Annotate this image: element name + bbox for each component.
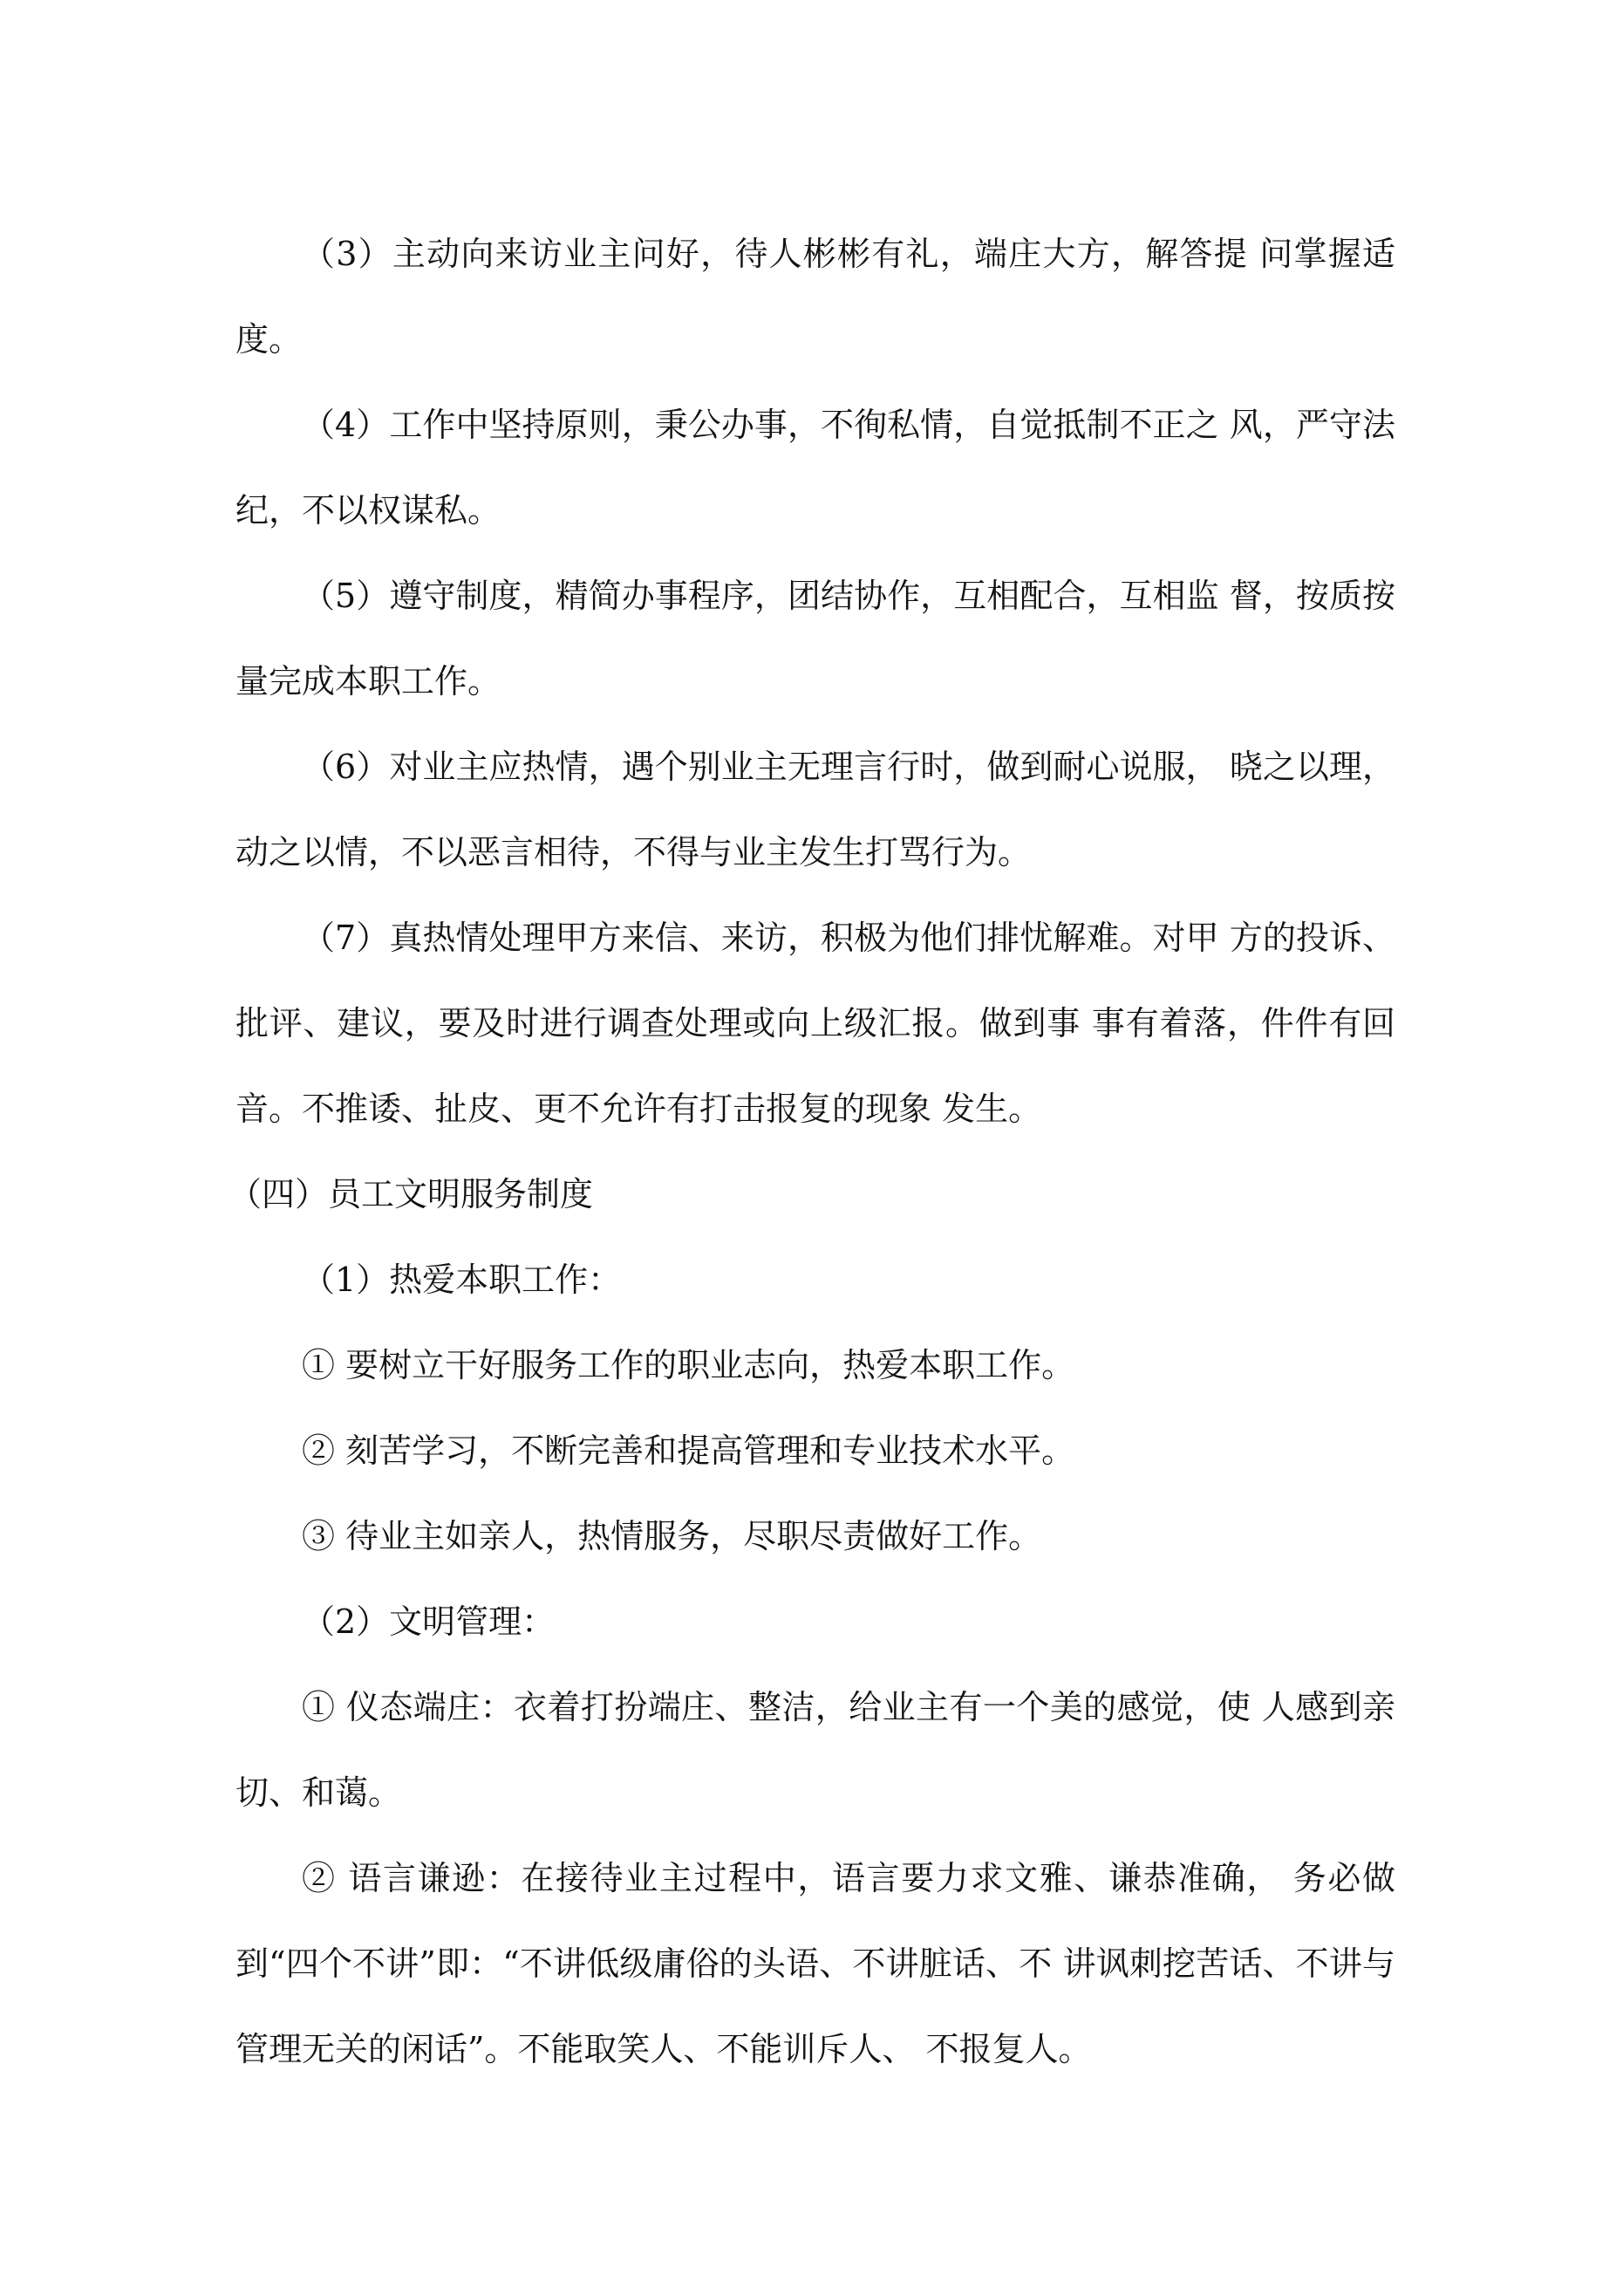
paragraph-4: （4）工作中坚持原则，秉公办事，不徇私情，自觉抵制不正之 风，严守法纪，不以权谋私。 xyxy=(235,406,1395,530)
sub-item-2: ② 刻苦学习，不断完善和提高管理和专业技术水平。 xyxy=(302,1432,1075,1470)
paragraph-3: （3）主动向来访业主问好，待人彬彬有礼，端庄大方，解答提 问掌握适度。 xyxy=(235,235,1395,359)
sub-item-manner: ① 仪态端庄：衣着打扮端庄、整洁，给业主有一个美的感觉，使 人感到亲切、和蔼。 xyxy=(235,1688,1395,1812)
sub-item-1: ① 要树立干好服务工作的职业志向，热爱本职工作。 xyxy=(302,1346,1075,1384)
paragraph-7: （7）真热情处理甲方来信、来访，积极为他们排忧解难。对甲 方的投诉、批评、建议，要及时进行调查处理或向上级汇报。做到事 事有着落，件件有回音。不推诿、扯皮、更不允许有打击报复的现象 发生。 xyxy=(235,919,1395,1128)
item-love-job: （1）热爱本职工作： xyxy=(302,1261,622,1299)
document-body xyxy=(228,211,1395,2092)
paragraph-5: （5）遵守制度，精简办事程序，团结协作，互相配合，互相监 督，按质按量完成本职工作。 xyxy=(235,577,1395,700)
paragraph-6: （6）对业主应热情，遇个别业主无理言行时，做到耐心说服， 晓之以理，动之以情，不以恶言相待，不得与业主发生打骂行为。 xyxy=(235,748,1395,871)
section-heading-4: （四）员工文明服务制度 xyxy=(228,1175,594,1213)
item-civil-management: （2）文明管理： xyxy=(302,1602,556,1641)
sub-item-3: ③ 待业主如亲人，热情服务，尽职尽责做好工作。 xyxy=(302,1517,1042,1555)
sub-item-language: ② 语言谦逊：在接待业主过程中，语言要力求文雅、谦恭准确， 务必做到“四个不讲”即：“不讲低级庸俗的头语、不讲脏话、不 讲讽刺挖苦话、不讲与管理无关的闲话”。不能取笑人、不能训斥人、 不报复人。 xyxy=(235,1859,1395,2068)
